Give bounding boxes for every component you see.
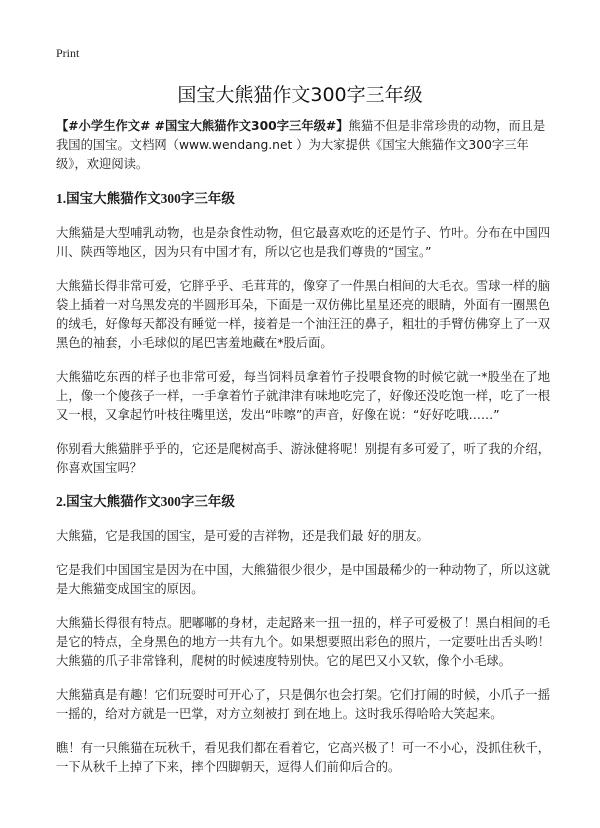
intro-tag: 【#小学生作文# #国宝大熊猫作文300字三年级#】 (56, 119, 349, 133)
section-heading: 2.国宝大熊猫作文300字三年级 (56, 494, 235, 509)
paragraph: 大熊猫长得非常可爱，它胖乎乎、毛茸茸的，像穿了一件黑白相间的大毛衣。雪球一样的脑袋上插着一对乌黑发亮的半圆形耳朵，下面是一双仿佛比星星还亮的眼睛，外面有一圈黑色的绒毛，好像每天都没有睡觉一样，接着是一个油汪汪的鼻子，粗壮的手臂仿佛穿上了一双黑色的袖套，小毛球似的尾巴害羞地藏在*股后面。 (56, 279, 550, 350)
intro-text: 熊猫不但是非常珍贵的动物，而且是我国的国宝。文档网（www.wendang.net ）为大家提供《国宝大熊猫作文300字三年级》，欢迎阅读。 (56, 119, 546, 171)
paragraph: 大熊猫吃东西的样子也非常可爱，每当饲料员拿着竹子投喂食物的时候它就一*股坐在了地上，像一个傻孩子一样，一手拿着竹子就津津有味地吃完了，好像还没吃饱一样，吃了一根又一根，又拿起竹叶枝往嘴里送，发出“咔嚓”的声音，好像在说：“好好吃哦……” (56, 370, 550, 422)
section-heading: 1.国宝大熊猫作文300字三年级 (56, 191, 235, 206)
intro-paragraph (56, 117, 550, 174)
paragraph: 大熊猫长得很有特点。肥嘟嘟的身材，走起路来一扭一扭的，样子可爱极了！黑白相间的毛是它的特点，全身黑色的地方一共有九个。如果想要照出彩色的照片，一定要吐出舌头哟！大熊猫的爪子非常锋利，爬树的时候速度特别快。它的尾巴又小又软，像个小毛球。 (56, 616, 550, 668)
paragraph: 瞧！有一只熊猫在玩秋千，看见我们都在看着它，它高兴极了！可一不小心，没抓住秋千，一下从秋千上掉了下来，摔个四脚朝天，逗得人们前仰后合的。 (56, 741, 550, 774)
document-body (56, 117, 550, 792)
paragraph: 大熊猫真是有趣！它们玩耍时可开心了，只是偶尔也会打架。它们打闹的时候，小爪子一摇一摇的，给对方就是一巴掌，对方立刻被打 到在地上。这时我乐得哈哈大笑起来。 (56, 688, 550, 721)
document-title: 国宝大熊猫作文300字三年级 (177, 84, 423, 106)
print-label: Print (56, 46, 80, 60)
paragraph: 大熊猫是大型哺乳动物，也是杂食性动物，但它最喜欢吃的还是竹子、竹叶。分布在中国四川、陕西等地区，因为只有中国才有，所以它也是我们尊贵的“国宝。” (56, 226, 550, 259)
section-2 (56, 493, 550, 777)
section-1 (56, 190, 550, 478)
paragraph: 你别看大熊猫胖乎乎的，它还是爬树高手、游泳健将呢！别提有多可爱了，听了我的介绍，你喜欢国宝吗？ (56, 442, 550, 475)
paragraph: 大熊猫，它是我国的国宝，是可爱的吉祥物，还是我们最 好的朋友。 (56, 529, 429, 543)
paragraph: 它是我们中国国宝是因为在中国，大熊猫很少很少，是中国最稀少的一种动物了，所以这就是大熊猫变成国宝的原因。 (56, 563, 550, 596)
